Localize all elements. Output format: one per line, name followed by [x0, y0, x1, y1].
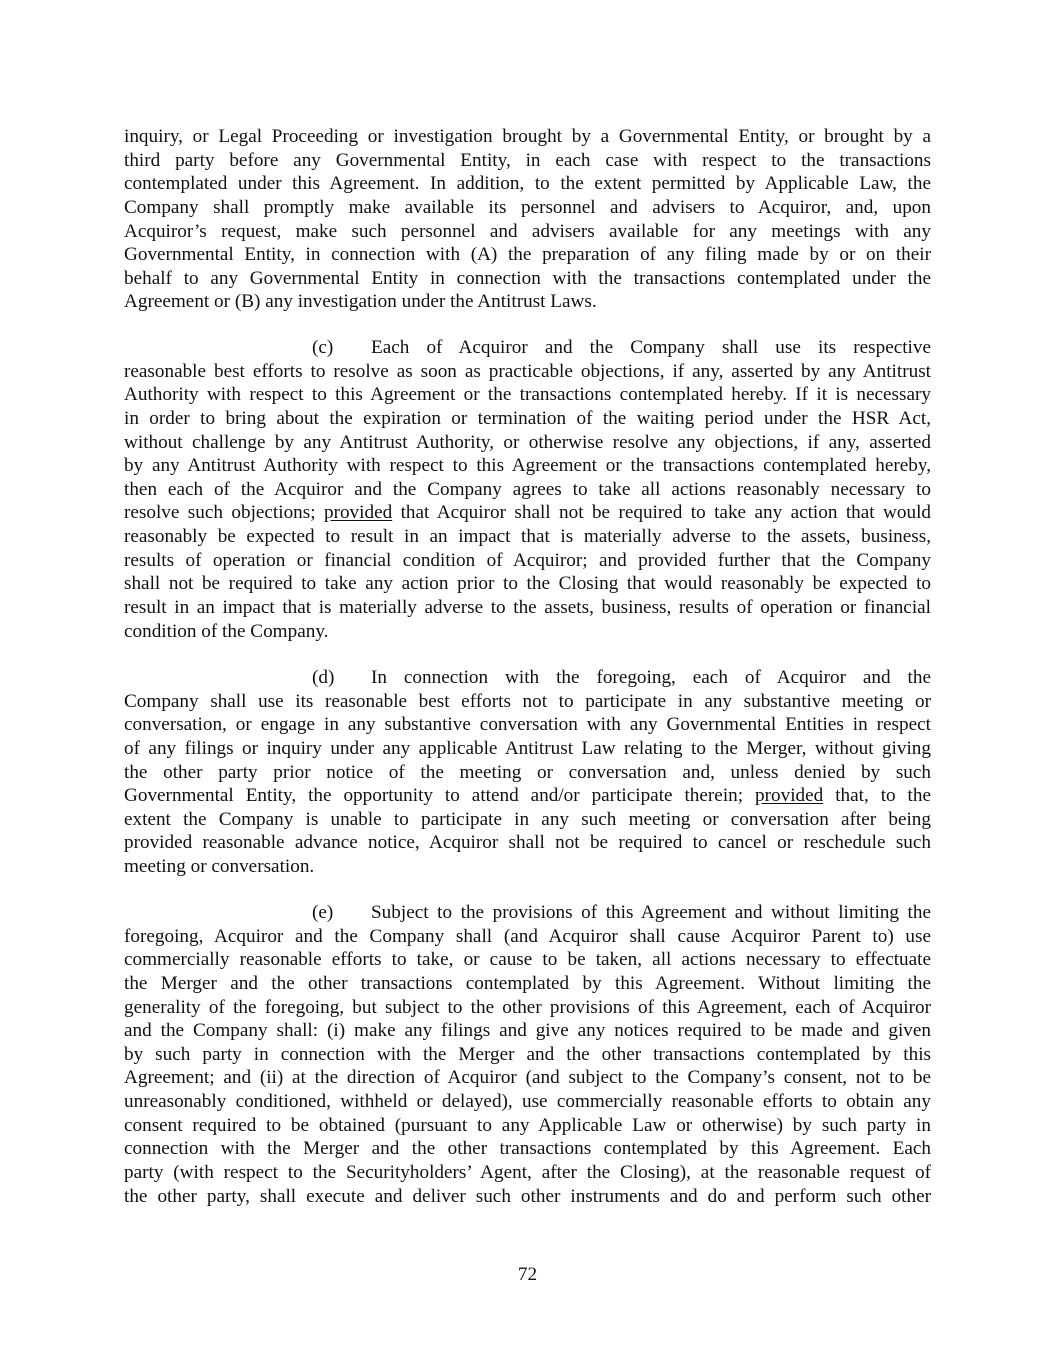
text-line: Company shall use its reasonable best efforts not to participate in any substantive meeting or [124, 690, 931, 712]
text-line: of any filings or inquiry under any applicable Antitrust Law relating to the Merger, without giving [124, 737, 931, 759]
text-line: foregoing, Acquiror and the Company shall (and Acquiror shall cause Acquiror Parent to) use [124, 925, 931, 947]
text-line [124, 501, 931, 525]
clause-label: (c) [312, 337, 334, 358]
text-line: by any Antitrust Authority with respect to this Agreement or the transactions contemplated hereby, [124, 455, 931, 477]
page-number: 72 [517, 1264, 538, 1285]
text-line: consent required to be obtained (pursuant to any Applicable Law or otherwise) by such party in [124, 1114, 931, 1136]
underlined-term-provided: provided [755, 785, 824, 807]
text-line: reasonably be expected to result in an impact that is materially adverse to the assets, business, [124, 526, 931, 548]
text-line: then each of the Acquiror and the Company agrees to take all actions reasonably necessary to [124, 478, 931, 500]
paragraph-continuation [124, 125, 931, 314]
text-line: meeting or conversation. [124, 856, 315, 878]
text-line: provided reasonable advance notice, Acquiror shall not be required to cancel or reschedule such [124, 832, 931, 854]
text-line: the other party prior notice of the meeting or conversation and, unless denied by such [124, 761, 931, 783]
paragraph-c [124, 336, 931, 643]
text-line: the other party, shall execute and deliver such other instruments and do and perform such other [124, 1185, 931, 1207]
text-line: and the Company shall: (i) make any filings and give any notices required to be made and given [124, 1020, 931, 1042]
text-line: generality of the foregoing, but subject to the other provisions of this Agreement, each of Acquiror [124, 996, 931, 1018]
text-line-content: In connection with the foregoing, each of Acquiror and the [371, 667, 931, 688]
text-line: result in an impact that is materially adverse to the assets, business, results of operation or financial [124, 597, 931, 619]
clause-label: (d) [312, 667, 335, 688]
text-segment: that, to the [823, 785, 931, 807]
text-line: in order to bring about the expiration or termination of the waiting period under the HSR Act, [124, 407, 931, 429]
text-line: commercially reasonable efforts to take, or cause to be taken, all actions necessary to effectuate [124, 949, 931, 971]
clause-label: (e) [312, 902, 334, 923]
text-line: party (with respect to the Securityholders’ Agent, after the Closing), at the reasonable request of [124, 1162, 931, 1184]
text-line: by such party in connection with the Merger and the other transactions contemplated by this [124, 1043, 931, 1065]
underlined-term-provided: provided [323, 502, 393, 524]
paragraph-e [124, 901, 931, 1208]
text-line: unreasonably conditioned, withheld or delayed), use commercially reasonable efforts to obtain any [124, 1091, 931, 1113]
text-line: extent the Company is unable to participate in any such meeting or conversation after being [124, 808, 931, 830]
text-line: the Merger and the other transactions contemplated by this Agreement. Without limiting the [124, 972, 931, 994]
text-line: inquiry, or Legal Proceeding or investigation brought by a Governmental Entity, or brought by a [124, 126, 931, 147]
text-line: Authority with respect to this Agreement or the transactions contemplated hereby. If it is necessary [124, 384, 931, 406]
text-line: conversation, or engage in any substantive conversation with any Governmental Entities in respect [124, 714, 931, 736]
text-line: results of operation or financial condition of Acquiror; and provided further that the Company [124, 549, 931, 571]
text-line: reasonable best efforts to resolve as soon as practicable objections, if any, asserted by any Antitrust [124, 360, 931, 382]
text-line: Company shall promptly make available its personnel and advisers to Acquiror, and, upon [124, 196, 931, 218]
text-line: Acquiror’s request, make such personnel and advisers available for any meetings with any [124, 220, 931, 242]
text-segment: that Acquiror shall not be required to take any action that would [392, 502, 931, 524]
text-line: connection with the Merger and the other transactions contemplated by this Agreement. Each [124, 1138, 931, 1160]
text-line [124, 784, 931, 808]
text-line: without challenge by any Antitrust Authority, or otherwise resolve any objections, if any, asserted [124, 431, 931, 453]
text-line [124, 666, 931, 690]
text-line: third party before any Governmental Entity, in each case with respect to the transactions [124, 149, 931, 171]
text-segment: Governmental Entity, the opportunity to attend and/or participate therein; [124, 785, 756, 807]
text-line-content: Subject to the provisions of this Agreement and without limiting the [371, 902, 931, 923]
text-line: contemplated under this Agreement. In addition, to the extent permitted by Applicable Law, the [124, 173, 931, 195]
text-line: Agreement or (B) any investigation under the Antitrust Laws. [124, 291, 597, 313]
paragraph-d [124, 666, 931, 879]
text-line-content: Each of Acquiror and the Company shall use its respective [371, 337, 931, 358]
text-line: behalf to any Governmental Entity in connection with the transactions contemplated under the [124, 267, 931, 289]
text-line [124, 336, 931, 360]
text-segment: resolve such objections; [124, 502, 324, 524]
text-line: Governmental Entity, in connection with (A) the preparation of any filing made by or on their [124, 244, 931, 266]
text-line [124, 901, 931, 925]
text-line: shall not be required to take any action prior to the Closing that would reasonably be expected to [124, 573, 931, 595]
text-line: condition of the Company. [124, 620, 329, 642]
text-line: Agreement; and (ii) at the direction of Acquiror (and subject to the Company’s consent, not to be [124, 1067, 931, 1089]
